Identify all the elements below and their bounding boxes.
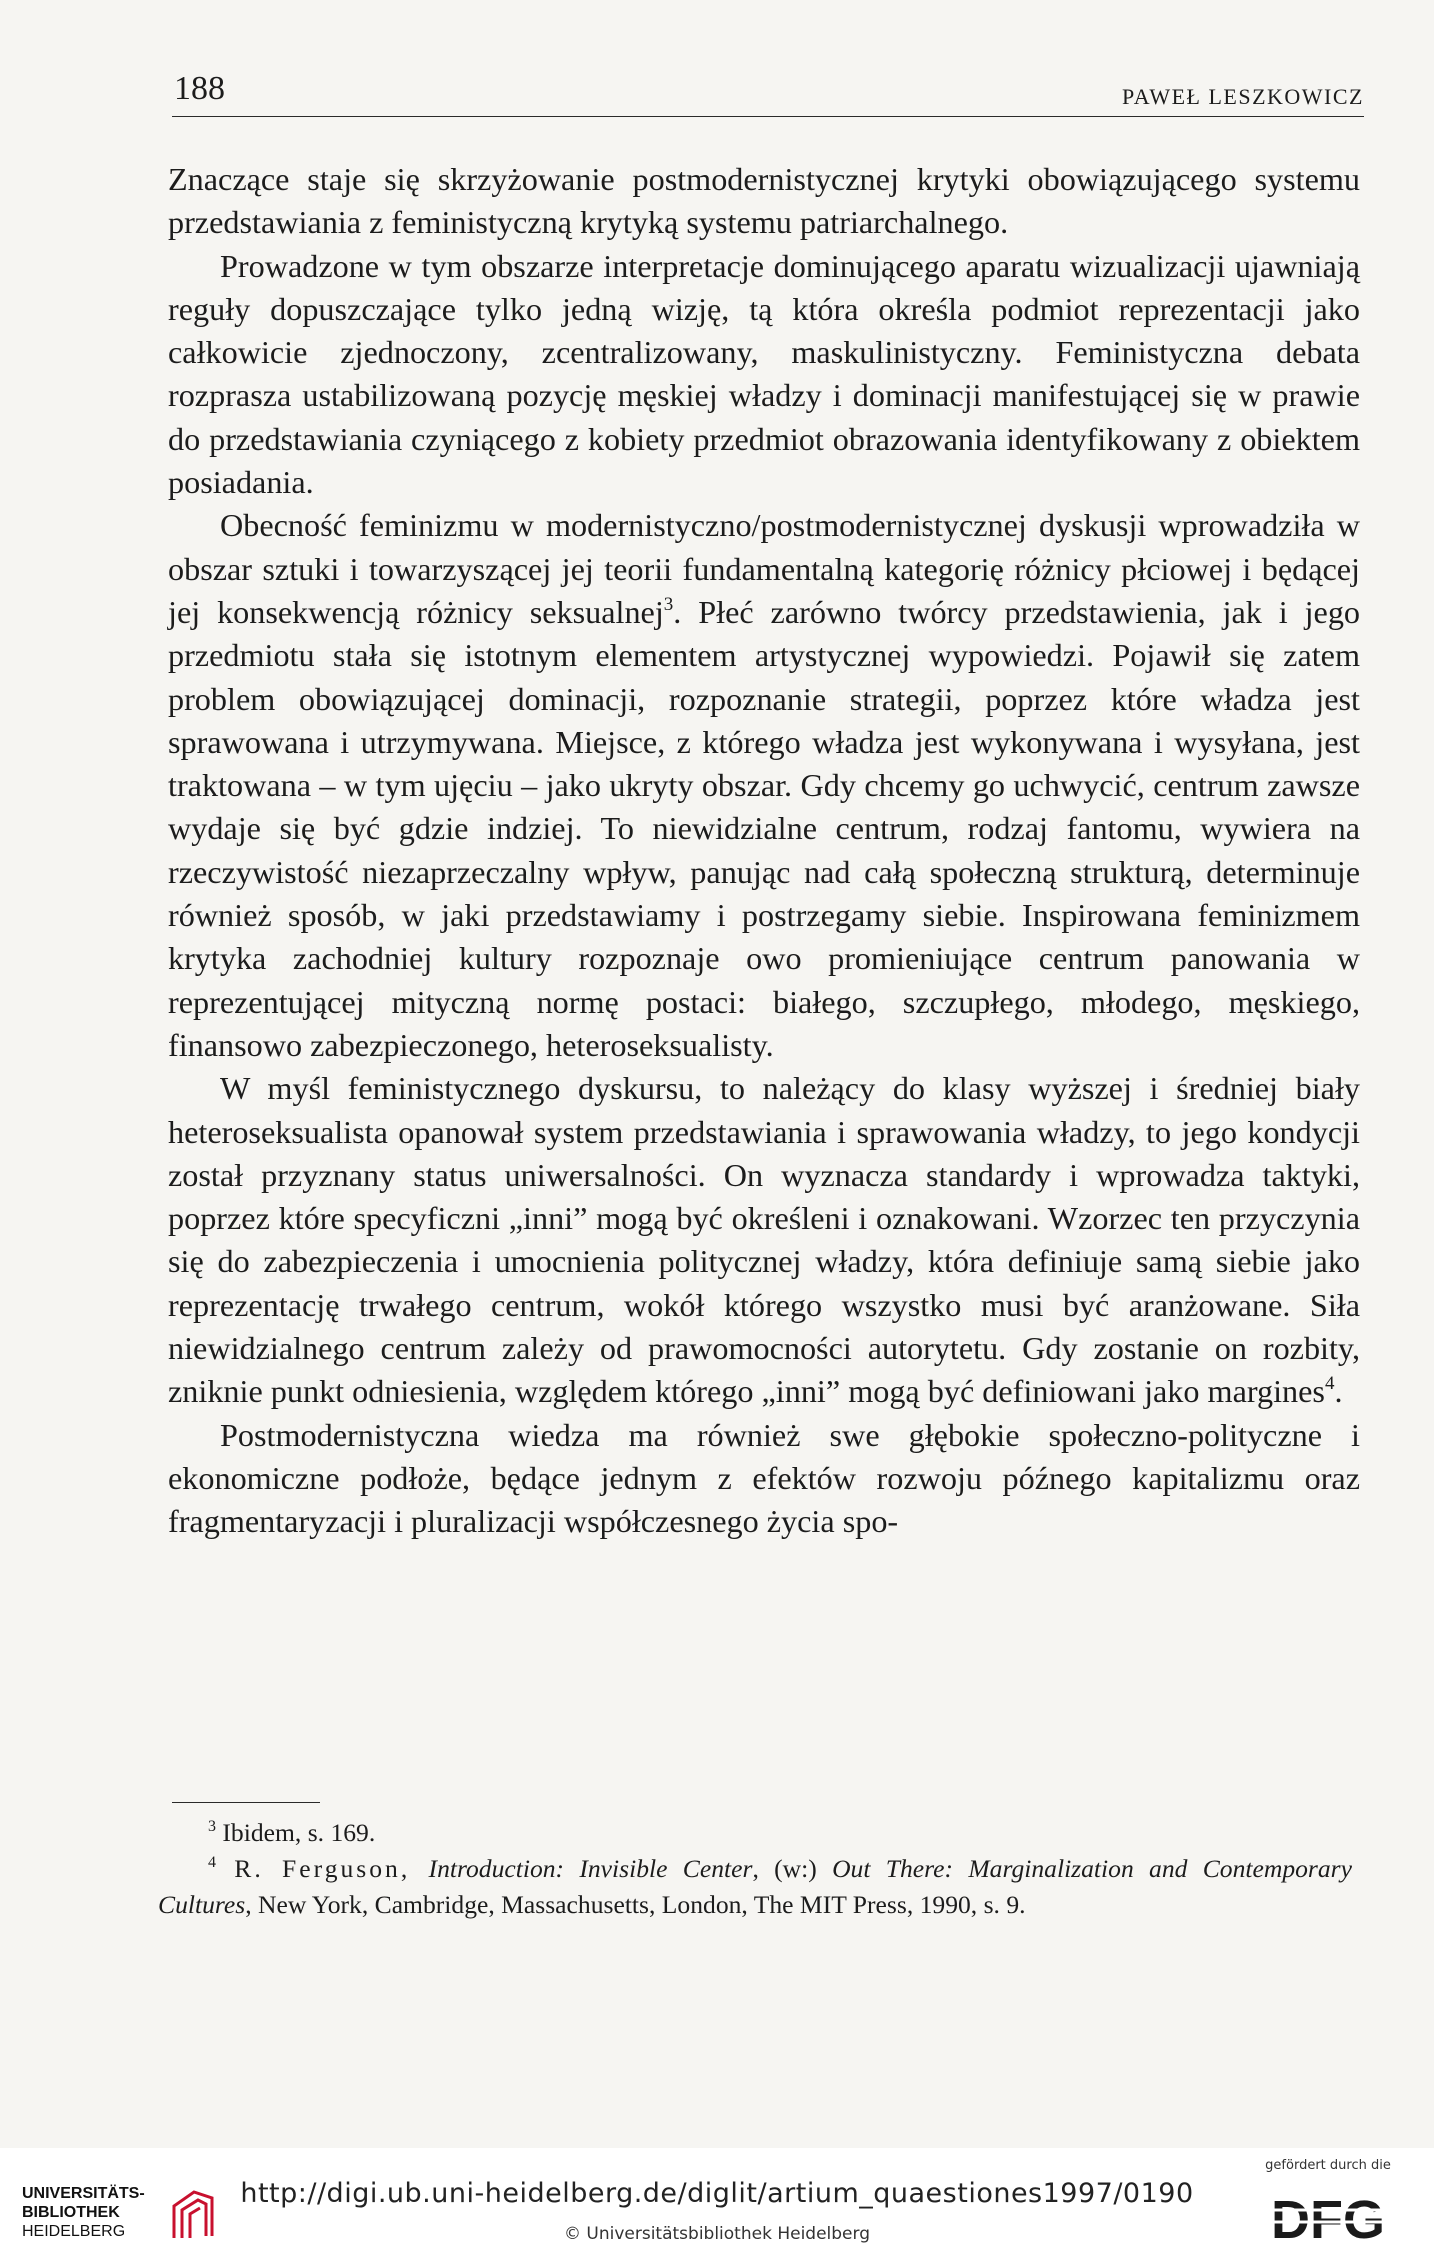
dfg-logo-text: DFG [1271, 2190, 1385, 2246]
paragraph-3-text-b: . Płeć zarówno twórcy przedstawienia, jak i jego przedmiotu stała się istotnym elementem artystycznej wypowiedzi. Pojawił się zatem problem obowiązującej dominacji, rozpoznanie strategii, poprzez które władza jest sprawowana i utrzymywana. Miejsce, z którego władza jest wykonywana i wysyłana, jest traktowana – w tym ujęciu – jako ukryty obszar. Gdy chcemy go uchwycić, centrum zawsze wydaje się być gdzie indziej. To niewidzialne centrum, rodzaj fantomu, wywiera na rzeczywistość niezaprzeczalny wpływ, panując nad całą społeczną strukturą, determinuje również sposób, w jaki przedstawiamy i postrzegamy siebie. Inspirowana feminizmem krytyka zachodniej kultury rozpoznaje owo promieniujące centrum panowania w reprezentującej mityczną normę postaci: białego, szczupłego, młodego, męskiego, finansowo zabezpieczonego, heteroseksualisty. [168, 593, 1361, 1063]
page-header [172, 66, 1364, 117]
footnote-4-title: Introduction: Invisible Center [428, 1854, 753, 1884]
footnote-4-author: R. Ferguson, [216, 1854, 429, 1884]
paragraph-3-text-a: Obecność feminizmu w modernistyczno/postmodernistycznej dyskusji wprowadziła w obszar sztuki i towarzyszącej jej teorii fundamentalną kategorię różnicy płciowej i będącej jej konsekwencją różnicy seksualnej [168, 507, 1360, 630]
paragraph-4 [168, 1067, 1360, 1413]
paragraph-4-text-a: W myśl feministycznego dyskursu, to należący do klasy wyższej i średniej biały heteroseksualista opanował system przedstawiania i sprawowania władzy, to jego kondycji został przyznany status uniwersalności. On wyznacza standardy i wprowadza taktyki, poprzez które specyficzni „inni” mogą być określeni i oznakowani. Wzorzec ten przyczynia się do zabezpieczenia i umocnienia politycznej władzy, która definiuje samą siebie jako reprezentację trwałego centrum, wokół którego wszystko musi być aranżowane. Siła niewidzialnego centrum zależy od prawomocności autorytetu. Gdy zostanie on rozbity, zniknie punkt odniesienia, względem którego „inni” mogą być definiowani jako margines [168, 1070, 1360, 1410]
library-name-line2: BIBLIOTHEK [22, 2204, 120, 2221]
footnote-ref-3[interactable]: 3 [663, 593, 674, 615]
dfg-logo-icon [1266, 2188, 1390, 2246]
paragraph-3 [168, 504, 1360, 1067]
viewer-footer [0, 2148, 1434, 2259]
page-number: 188 [174, 70, 225, 107]
library-name-line3: HEIDELBERG [22, 2223, 126, 2240]
footnote-3 [158, 1815, 1352, 1851]
footnote-4-number: 4 [208, 1854, 216, 1872]
footnote-4-rest: , New York, Cambridge, Massachusetts, London, The MIT Press, 1990, s. 9. [245, 1890, 1026, 1920]
permalink-url[interactable]: http://digi.ub.uni-heidelberg.de/diglit/artium_quaestiones1997/0190 [240, 2178, 1194, 2209]
footnotes [158, 1815, 1352, 1924]
paragraph-2: Prowadzone w tym obszarze interpretacje dominującego aparatu wizualizacji ujawniają reguły dopuszczające tylko jedną wizję, tą która określa podmiot reprezentacji jako całkowicie zjednoczony, zcentralizowany, maskulinistyczny. Feministyczna debata rozprasza ustabilizowaną pozycję męskiej władzy i dominacji manifestującej się w prawie do przedstawiania czyniącego z kobiety przedmiot obrazowania identyfikowany z obiektem posiadania. [168, 247, 1360, 501]
running-head: PAWEŁ LESZKOWICZ [1121, 84, 1364, 109]
funding-caption: gefördert durch die [1265, 2158, 1391, 2173]
copyright-notice: © Universitätsbibliothek Heidelberg [563, 2224, 870, 2244]
footnote-4-book: Out There: Marginalization and Contemporary Cultures [158, 1854, 1353, 1920]
body-text [168, 158, 1360, 1544]
dfg-funding-logo[interactable] [1258, 2158, 1398, 2254]
footnote-divider [172, 1802, 320, 1803]
paragraph-4-text-b: . [1334, 1373, 1343, 1410]
footnote-4-mid: , (w:) [752, 1854, 833, 1884]
footnote-3-text: Ibidem, s. 169. [216, 1818, 376, 1847]
footnote-ref-4[interactable]: 4 [1324, 1373, 1335, 1395]
paragraph-1: Znaczące staje się skrzyżowanie postmodernistycznej krytyki obowiązującego systemu przedstawiania z feministyczną krytyką systemu patriarchalnego. [168, 161, 1360, 241]
footnote-3-number: 3 [208, 1818, 216, 1835]
footnote-4 [158, 1851, 1352, 1923]
library-name-line1: UNIVERSITÄTS- [22, 2185, 145, 2202]
paragraph-5: Postmodernistyczna wiedza ma również swe głębokie społeczno-polityczne i ekonomiczne podłoże, będące jednym z efektów rozwoju późnego kapitalizmu oraz fragmentaryzacji i pluralizacji współczesnego życia spo- [168, 1416, 1360, 1540]
